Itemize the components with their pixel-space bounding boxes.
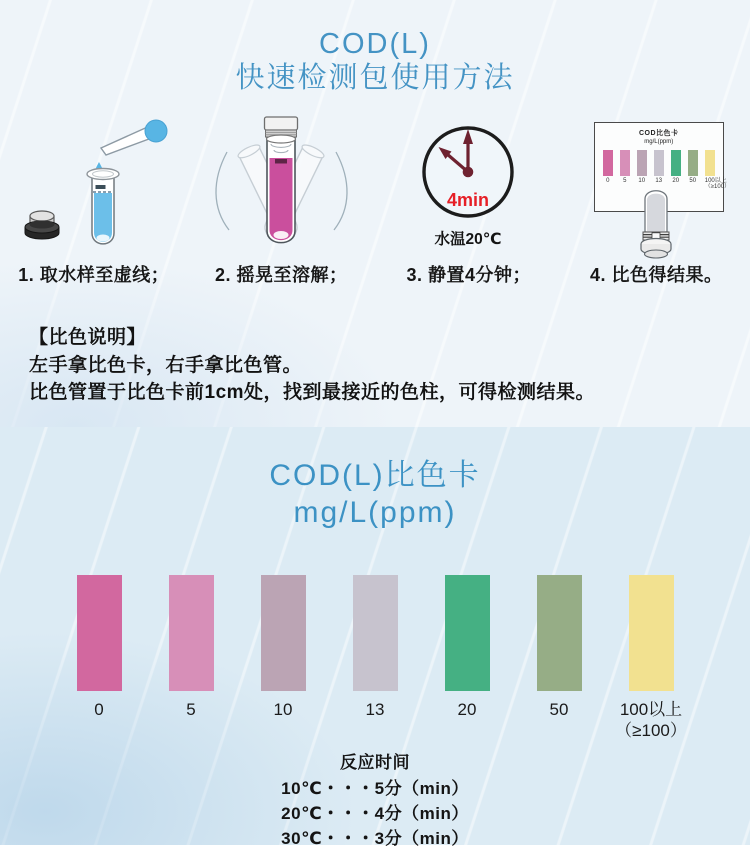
color-card-title: COD(L)比色卡 (269, 459, 481, 492)
mini-color-swatch (671, 150, 681, 176)
color-swatch-column (353, 575, 398, 741)
color-swatch (353, 575, 398, 691)
mini-card-subtitle: mg/L(ppm) (644, 139, 674, 145)
reaction-time-row-20c: 20℃・・・4分（min） (281, 804, 469, 823)
mini-color-bars (595, 150, 723, 176)
step-2-caption: 2. 摇晃至溶解； (214, 265, 348, 285)
reaction-time-title: 反应时间 (340, 753, 410, 772)
product-title-line1: COD(L) (319, 28, 431, 60)
swatch-value-label: 10 (273, 700, 293, 719)
color-swatch (445, 575, 490, 691)
step-4-illustration (569, 112, 744, 260)
swatch-value-label: 0 (94, 700, 104, 719)
page-title (0, 27, 750, 95)
mini-swatch-label: 20 (672, 178, 680, 184)
color-swatch (629, 575, 674, 691)
step-1-caption: 1. 取水样至虚线； (18, 265, 170, 285)
instructions-heading: 【比色说明】 (29, 327, 147, 348)
tube-cap-icon (25, 211, 59, 239)
mini-swatch-label: 5 (623, 178, 627, 184)
swatch-value-label: 100以上 （≥100） (615, 700, 687, 740)
step-2 (188, 112, 376, 287)
shake-arc-right-icon (334, 152, 347, 230)
step-1 (0, 112, 188, 287)
steps-row (0, 112, 750, 287)
color-swatch-column (169, 575, 214, 741)
shake-arc-left-icon (216, 152, 229, 230)
step-4-caption: 4. 比色得结果。 (589, 265, 723, 285)
color-swatch (537, 575, 582, 691)
swatch-value-label: 13 (365, 700, 385, 719)
color-swatch (169, 575, 214, 691)
tube-label-mark (275, 159, 287, 164)
shaken-tube-icon (264, 117, 297, 243)
mini-swatch-label: 50 (689, 178, 697, 184)
color-swatch-column (445, 575, 490, 741)
color-swatch (77, 575, 122, 691)
color-swatch-column (615, 575, 687, 741)
mini-color-swatch (620, 150, 630, 176)
mini-color-swatch (654, 150, 664, 176)
color-comparison-instructions (29, 324, 595, 407)
step-3-caption: 3. 静置4分钟； (406, 265, 532, 285)
mini-swatch-label: 10 (638, 178, 646, 184)
test-tube-icon (87, 169, 119, 244)
swatch-value-label: 20 (457, 700, 477, 719)
mini-color-swatch (705, 150, 715, 176)
mini-swatch-label: 0 (606, 178, 610, 184)
shake-tube-illustration (194, 112, 369, 260)
mini-color-swatch (603, 150, 613, 176)
reaction-time-row-10c: 10℃・・・5分（min） (281, 779, 469, 798)
color-swatch (261, 575, 306, 691)
color-swatch-column (77, 575, 122, 741)
instructions-line-1: 左手拿比色卡，右手拿比色管。 (29, 354, 303, 376)
swatch-value-label: 50 (549, 700, 569, 719)
instructions-line-2: 比色管置于比色卡前1cm处，找到最接近的色柱，可得检测结果。 (29, 382, 596, 403)
clock-icon (424, 128, 512, 216)
comparison-tube-icon (634, 186, 678, 260)
mini-color-swatch (688, 150, 698, 176)
color-scale (0, 575, 750, 741)
fill-line-mark (96, 185, 106, 189)
dropper-tube-illustration (6, 112, 181, 260)
mini-card-title: COD比色卡 (638, 130, 679, 137)
mini-swatch-label: 100以上 （≥100） (704, 178, 731, 190)
color-swatch-column (261, 575, 306, 741)
step-4 (563, 112, 750, 287)
water-temperature-note: 水温20℃ (434, 231, 502, 248)
reaction-time-row-30c: 30℃・・・3分（min） (281, 829, 469, 848)
step-3-illustration (381, 112, 556, 260)
clock-illustration (381, 112, 556, 260)
product-title-line2: 快速检测包使用方法 (235, 62, 515, 94)
color-swatch-column (537, 575, 582, 741)
swatch-value-label: 5 (186, 700, 196, 719)
mini-color-swatch (637, 150, 647, 176)
timer-label: 4min (447, 190, 490, 210)
mini-swatch-label: 13 (655, 178, 663, 184)
step-2-illustration (194, 112, 369, 260)
reaction-time-table (0, 750, 750, 851)
color-card-heading (0, 457, 750, 531)
step-3 (375, 112, 563, 287)
dropper-icon (101, 120, 167, 155)
color-card-unit: mg/L(ppm) (293, 496, 457, 529)
step-1-illustration (6, 112, 181, 260)
